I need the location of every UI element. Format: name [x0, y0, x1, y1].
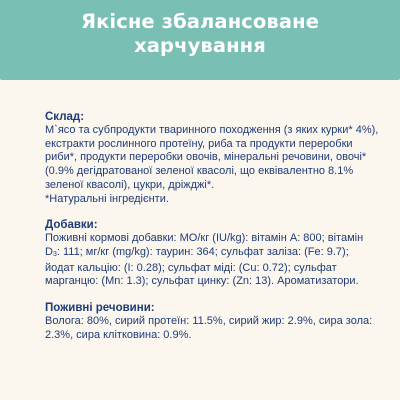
composition-note: *Натуральні інгредієнти.: [45, 192, 169, 205]
page-title-line-2: харчування: [134, 34, 266, 57]
header-banner: [0, 0, 400, 80]
additives-text-part-2: : 111; мг/кг (mg/kg): таурин: 364; сульфат заліза: (Fe: 9.7); йодат кальцію: (I: 0.28); сульфат міді: (Cu: 0.72); сульфат марганцю: (Mn: 1.3); сульфат цинку: (Zn: 13). Ароматизатори.: [45, 245, 359, 288]
composition-body: [45, 124, 380, 206]
composition-heading: Склад:: [45, 111, 85, 123]
nutrients-section: [45, 301, 380, 342]
nutrients-body: [45, 315, 380, 342]
page-title: [0, 0, 400, 58]
composition-section: [45, 110, 380, 206]
additives-text: [45, 232, 380, 289]
composition-text: М`ясо та субпродукти тваринного походження (з яких курки* 4%), екстракти рослинного протеїну, риба та продукти переробки риби*, продукти переробки овочів, мінеральні речовини, овочі* (0.9% дегідратованої зеленої квасолі, що еквівалентно 8.1% зеленої квасолі), цукри, дріжджі*.: [45, 124, 379, 191]
page-title-line-1: Якісне збалансоване: [80, 10, 320, 33]
additives-text-part-1: Поживні кормові добавки: МО/кг (IU/kg): вітамін A: 800; вітамін D: [45, 232, 364, 258]
additives-body: [45, 232, 380, 289]
additives-heading: Добавки:: [45, 219, 98, 232]
nutrients-heading: Поживні речовини:: [45, 302, 155, 315]
nutrients-text: Волога: 80%, сирий протеїн: 11.5%, сирий жир: 2.9%, сира зола: 2.3%, сира клітковина: 0.9%.: [45, 315, 373, 341]
vitamin-d-subscript: 3: [52, 250, 57, 258]
additives-section: [45, 218, 380, 289]
label-content: [45, 110, 380, 354]
